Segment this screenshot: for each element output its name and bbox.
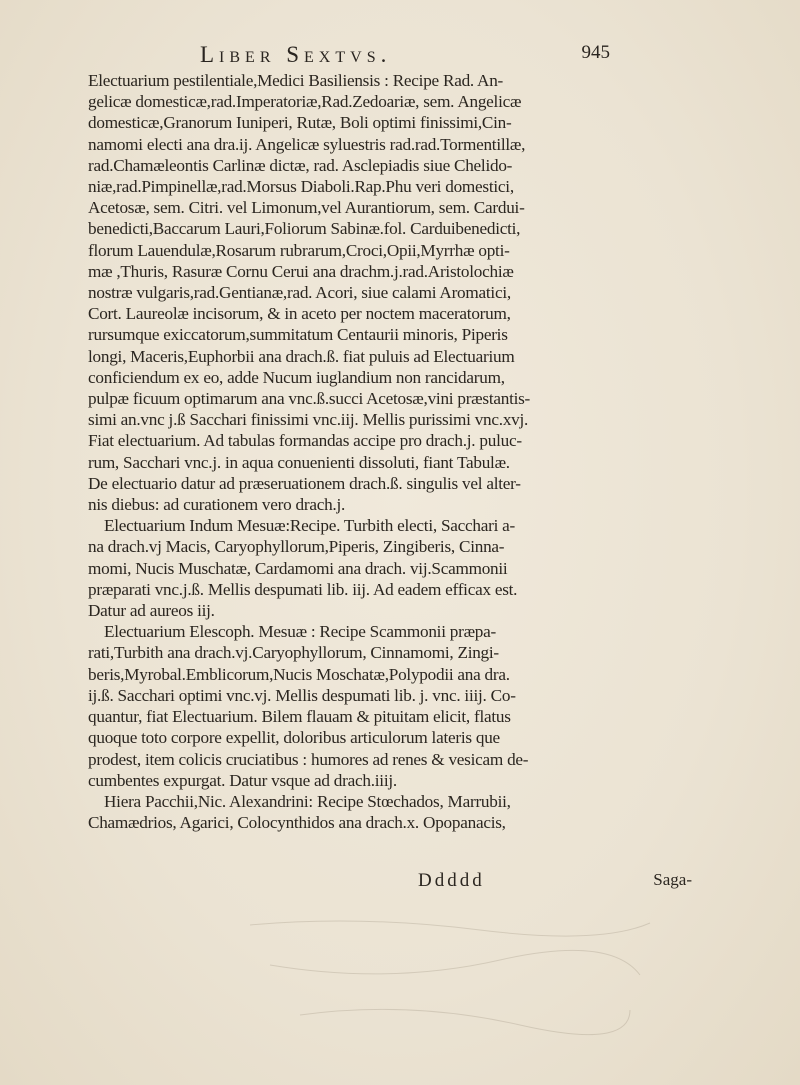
text-line: Electuarium pestilentiale,Medici Basiliensis : Recipe Rad. An-	[88, 71, 504, 90]
page-footer	[88, 870, 692, 894]
text-line: Fiat electuarium. Ad tabulas formandas accipe pro drach.j. puluc-	[88, 431, 522, 451]
text-line: cumbentes expurgat. Datur vsque ad drach.iiij.	[88, 770, 397, 790]
text-line: rursumque exiccatorum,summitatum Centaurii minoris, Piperis	[88, 325, 508, 345]
text-line: De electuario datur ad præseruationem drach.ß. singulis vel alter-	[88, 473, 521, 493]
page-header	[190, 42, 610, 72]
text-line: quantur, fiat Electuarium. Bilem flauam & pituitam elicit, flatus	[88, 707, 511, 727]
text-line: florum Lauendulæ,Rosarum rubrarum,Croci,Opii,Myrrhæ opti-	[88, 240, 510, 260]
text-line: simi an.vnc j.ß Sacchari finissimi vnc.iij. Mellis purissimi vnc.xvj.	[88, 410, 529, 430]
text-line: domesticæ,Granorum Iuniperi, Rutæ, Boli optimi finissimi,Cin-	[88, 113, 512, 133]
text-line: rad.Chamæleontis Carlinæ dictæ, rad. Asclepiadis siue Chelido-	[88, 155, 513, 175]
text-line: niæ,rad.Pimpinellæ,rad.Morsus Diaboli.Rap.Phu veri domestici,	[88, 177, 514, 197]
text-line: quoque toto corpore expellit, doloribus articulorum lateris que	[88, 728, 500, 748]
text-line: Acetosæ, sem. Citri. vel Limonum,vel Aurantiorum, sem. Cardui-	[88, 198, 525, 218]
text-line: Electuarium Elescoph. Mesuæ : Recipe Scammonii præpa-	[104, 622, 496, 642]
body-text	[88, 70, 688, 833]
text-line: pulpæ ficuum optimarum ana vnc.ß.succi Acetosæ,vini præstantis-	[88, 389, 531, 409]
show-through-marks	[240, 905, 660, 1055]
text-line: ij.ß. Sacchari optimi vnc.vj. Mellis despumati lib. j. vnc. iiij. Co-	[88, 685, 516, 705]
text-line: gelicæ domesticæ,rad.Imperatoriæ,Rad.Zedoariæ, sem. Angelicæ	[88, 92, 522, 112]
text-line: Datur ad aureos iij.	[88, 601, 215, 621]
text-line: na drach.vj Macis, Caryophyllorum,Piperis, Zingiberis, Cinna-	[88, 537, 505, 557]
text-line: Cort. Laureolæ incisorum, & in aceto per noctem maceratorum,	[88, 304, 511, 324]
running-title: Liber Sextvs.	[200, 42, 392, 67]
text-line: Chamædrios, Agarici, Colocynthidos ana drach.x. Opopanacis,	[88, 813, 506, 833]
text-line: Electuarium Indum Mesuæ:Recipe. Turbith electi, Sacchari a-	[104, 516, 516, 536]
text-line: rum, Sacchari vnc.j. in aqua conuenienti dissoluti, fiant Tabulæ.	[88, 452, 510, 472]
text-line: beris,Myrobal.Emblicorum,Nucis Moschatæ,Polypodii ana dra.	[88, 664, 510, 684]
text-line: prodest, item colicis cruciatibus : humores ad renes & vesicam de-	[88, 749, 529, 769]
text-line: nis diebus: ad curationem vero drach.j.	[88, 495, 346, 515]
text-line: longi, Maceris,Euphorbii ana drach.ß. fiat puluis ad Electuarium	[88, 346, 515, 366]
text-line: Hiera Pacchii,Nic. Alexandrini: Recipe Stœchados, Marrubii,	[104, 791, 511, 811]
text-line: rati,Turbith ana drach.vj.Caryophyllorum, Cinnamomi, Zingi-	[88, 643, 499, 663]
catchword: Saga-	[653, 870, 692, 889]
page-number: 945	[581, 42, 610, 63]
text-line: benedicti,Baccarum Lauri,Foliorum Sabinæ.fol. Carduibenedicti,	[88, 219, 521, 239]
text-line: momi, Nucis Muschatæ, Cardamomi ana drach. vij.Scammonii	[88, 558, 508, 578]
text-line: præparati vnc.j.ß. Mellis despumati lib. iij. Ad eadem efficax est.	[88, 579, 518, 599]
text-line: conficiendum ex eo, adde Nucum iuglandium non rancidarum,	[88, 367, 505, 387]
text-line: mæ ,Thuris, Rasuræ Cornu Cerui ana drachm.j.rad.Aristolochiæ	[88, 261, 514, 281]
signature-mark: Ddddd	[418, 870, 485, 891]
text-line: namomi electi ana dra.ij. Angelicæ syluestris rad.rad.Tormentillæ,	[88, 134, 526, 154]
text-line: nostræ vulgaris,rad.Gentianæ,rad. Acori, siue calami Aromatici,	[88, 283, 511, 303]
